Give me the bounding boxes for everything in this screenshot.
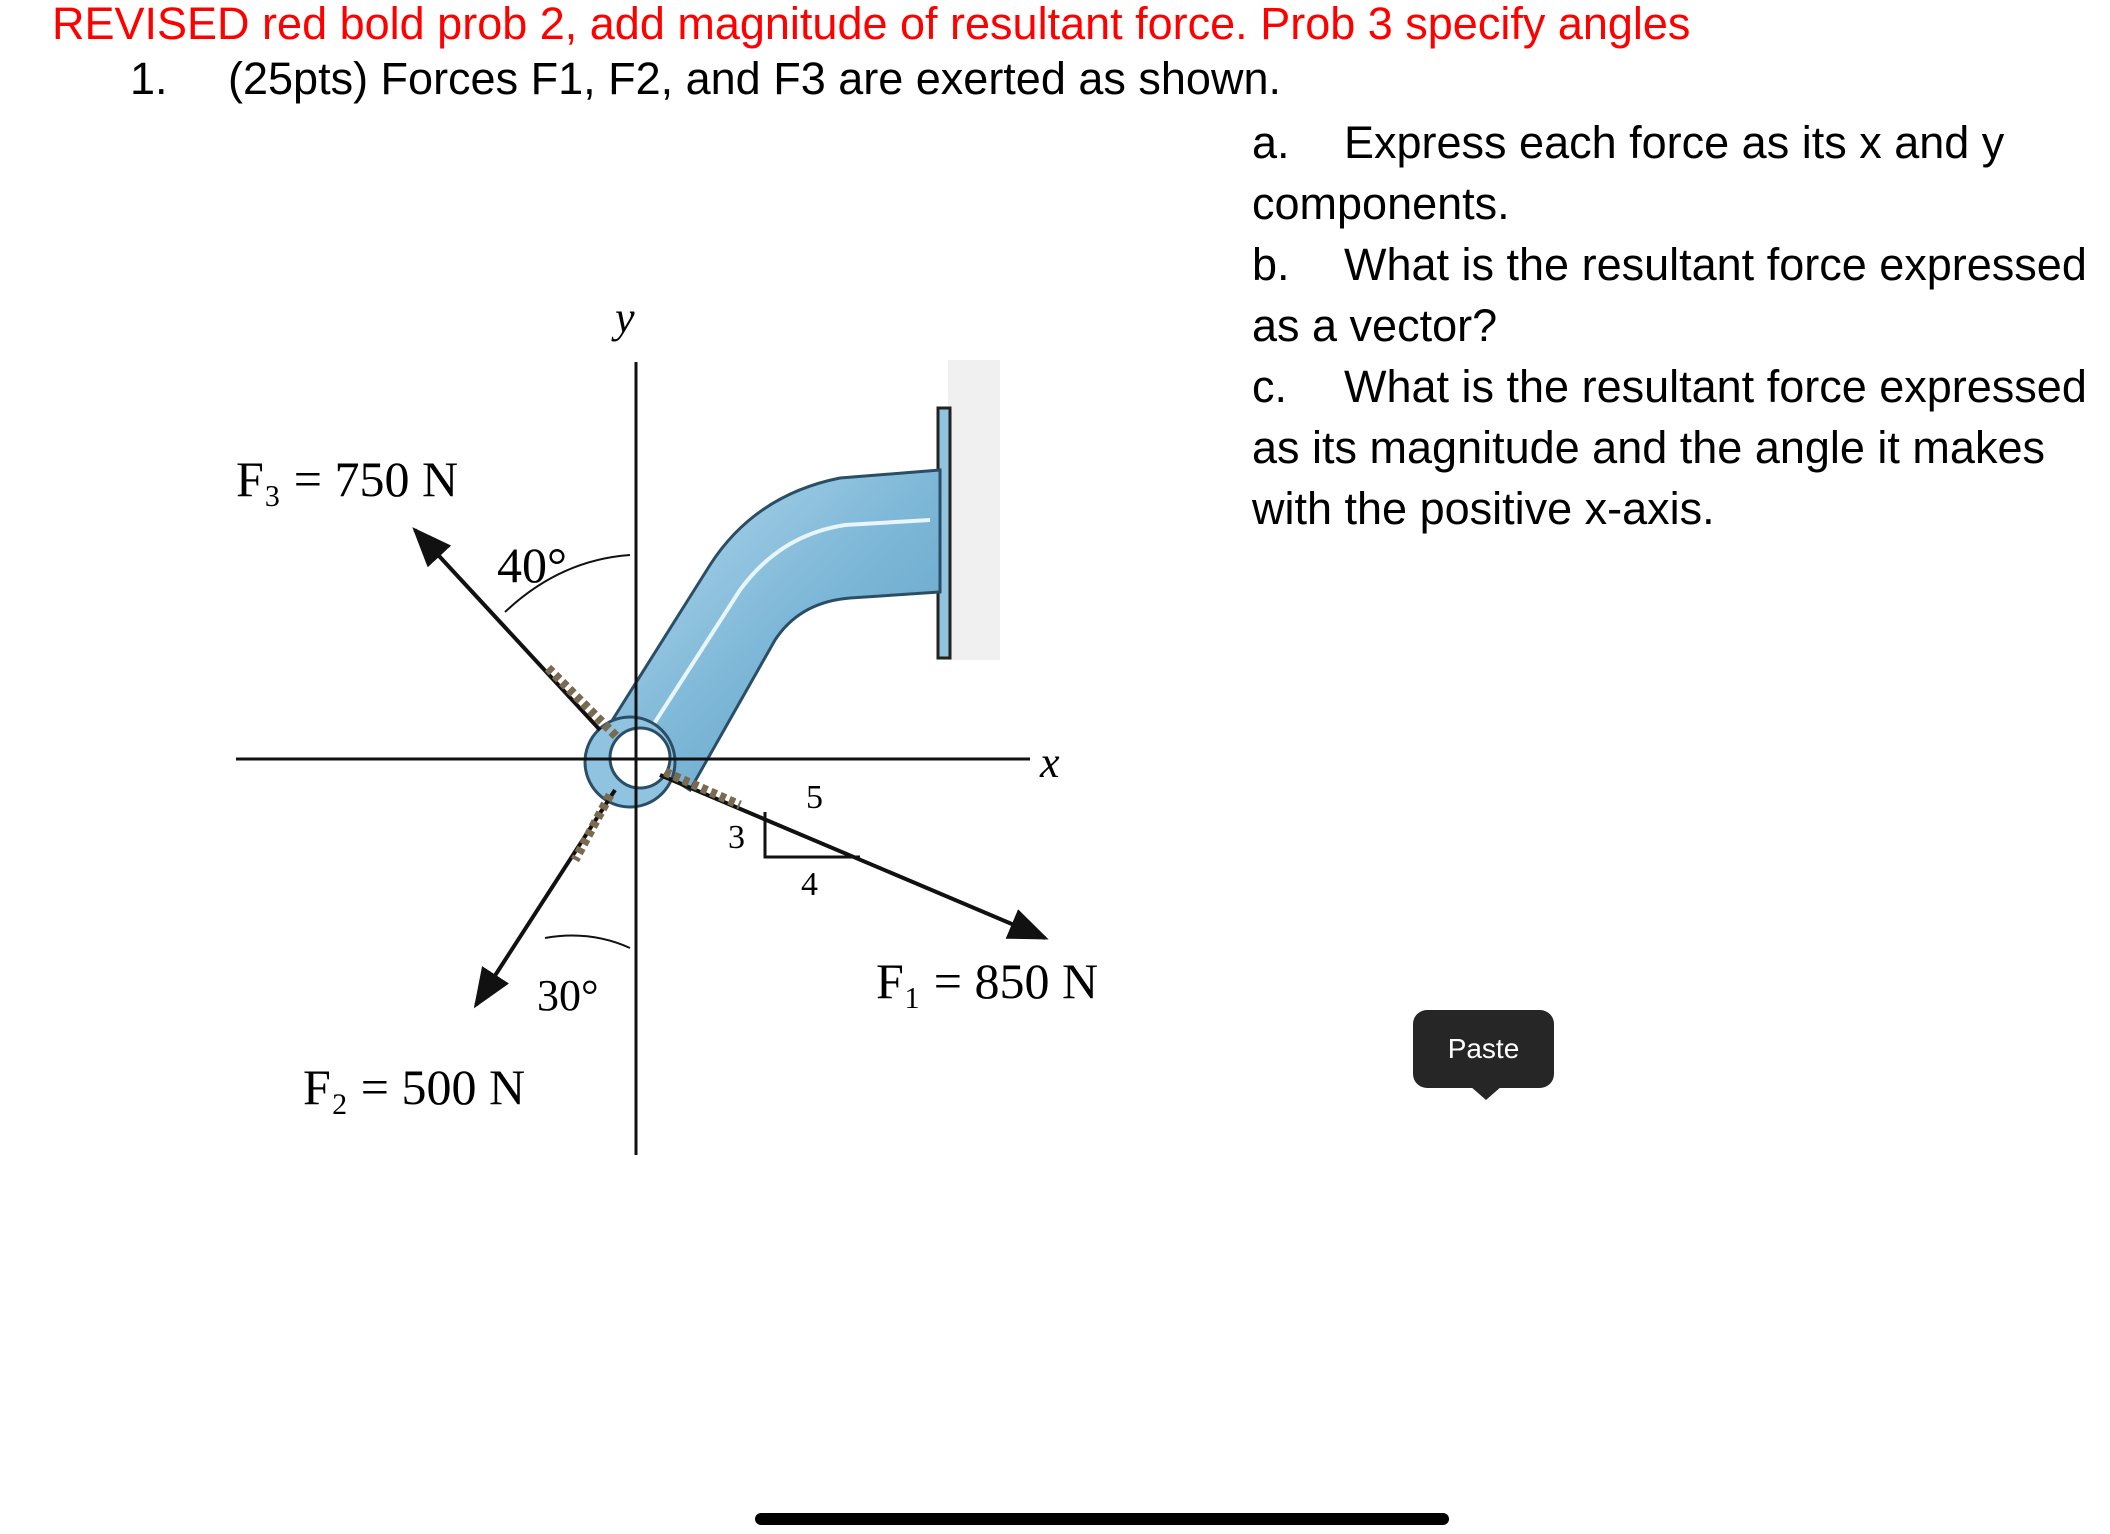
- slope-triangle: [765, 812, 860, 857]
- question-letter: b.: [1252, 239, 1290, 290]
- question-text: What is the resultant force expressed as a vector?: [1252, 239, 2087, 351]
- f1-label: F₁ = 850 N: [876, 953, 1099, 1009]
- f1-rope: [665, 772, 740, 805]
- question-letter: c.: [1252, 361, 1288, 412]
- home-indicator[interactable]: [755, 1513, 1449, 1525]
- f2-angle-arc: [545, 936, 630, 948]
- y-axis-label: y: [615, 293, 635, 342]
- slope-rise-label: 3: [728, 819, 745, 856]
- wall-shadow: [948, 360, 1000, 660]
- f2-label: F₂ = 500 N: [303, 1059, 526, 1115]
- revision-note: REVISED red bold prob 2, add magnitude of resultant force. Prob 3 specify angles: [52, 0, 1691, 49]
- x-axis-label: x: [1040, 738, 1060, 787]
- f3-rope: [548, 668, 618, 738]
- question-text: Express each force as its x and y components.: [1252, 117, 2005, 229]
- question-letter: a.: [1252, 117, 1290, 168]
- problem-number: 1.: [130, 53, 168, 104]
- f3-angle-label: 40°: [497, 537, 567, 593]
- question-text: What is the resultant force expressed as its magnitude and the angle it makes with the positive x-axis.: [1252, 361, 2087, 534]
- slope-hyp-label: 5: [806, 779, 823, 816]
- paste-popup-pointer: [1470, 1086, 1502, 1100]
- f2-angle-label: 30°: [537, 971, 599, 1020]
- f3-label: F₃ = 750 N: [236, 451, 459, 507]
- problem-text: (25pts) Forces F1, F2, and F3 are exerted as shown.: [228, 53, 1281, 104]
- slope-run-label: 4: [801, 866, 818, 903]
- paste-button[interactable]: Paste: [1413, 1010, 1554, 1088]
